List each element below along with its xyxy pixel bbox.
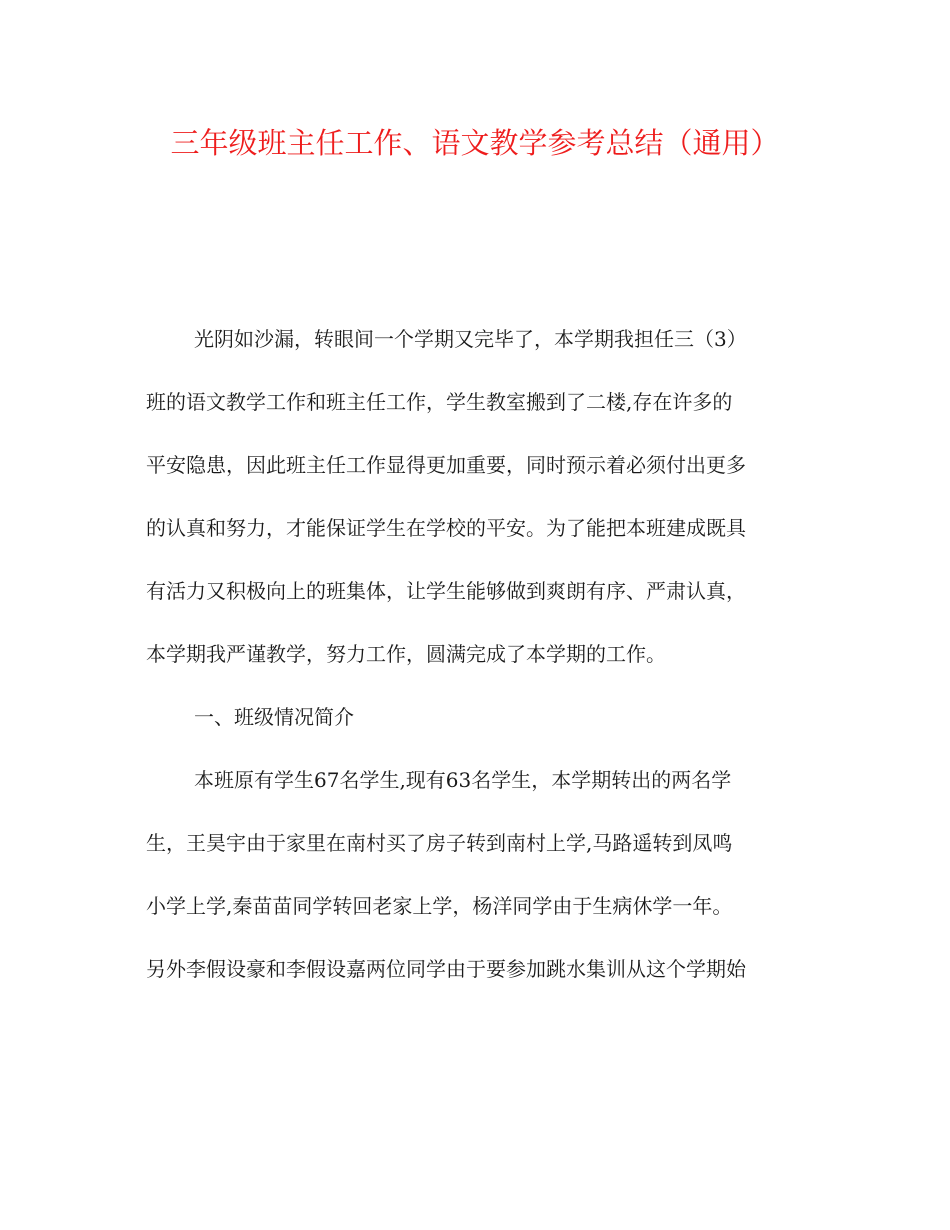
paragraph-line: 本班原有学生67名学生,现有63名学生，本学期转出的两名学 [194,768,732,792]
paragraph-line: 本学期我严谨教学，努力工作，圆满完成了本学期的工作。 [146,642,666,666]
paragraph-line: 小学上学,秦苗苗同学转回老家上学，杨洋同学由于生病休学一年。 [146,894,733,918]
section-heading: 一、班级情况简介 [194,705,354,729]
paragraph-line: 平安隐患，因此班主任工作显得更加重要，同时预示着必须付出更多 [146,453,746,477]
document-body [146,318,806,1011]
paragraph-line: 另外李假设豪和李假设嘉两位同学由于要参加跳水集训从这个学期始 [146,957,746,981]
paragraph-line: 生，王昊宇由于家里在南村买了房子转到南村上学,马路遥转到凤鸣 [146,831,733,855]
paragraph-line: 光阴如沙漏，转眼间一个学期又完毕了，本学期我担任三（3） [194,327,747,351]
paragraph-line: 的认真和努力，才能保证学生在学校的平安。为了能把本班建成既具 [146,516,746,540]
paragraph-line: 有活力又积极向上的班集体，让学生能够做到爽朗有序、严肃认真， [146,579,746,603]
paragraph-line: 班的语文教学工作和班主任工作，学生教室搬到了二楼,存在许多的 [146,390,733,414]
document-title: 三年级班主任工作、语文教学参考总结（通用） [170,126,780,160]
